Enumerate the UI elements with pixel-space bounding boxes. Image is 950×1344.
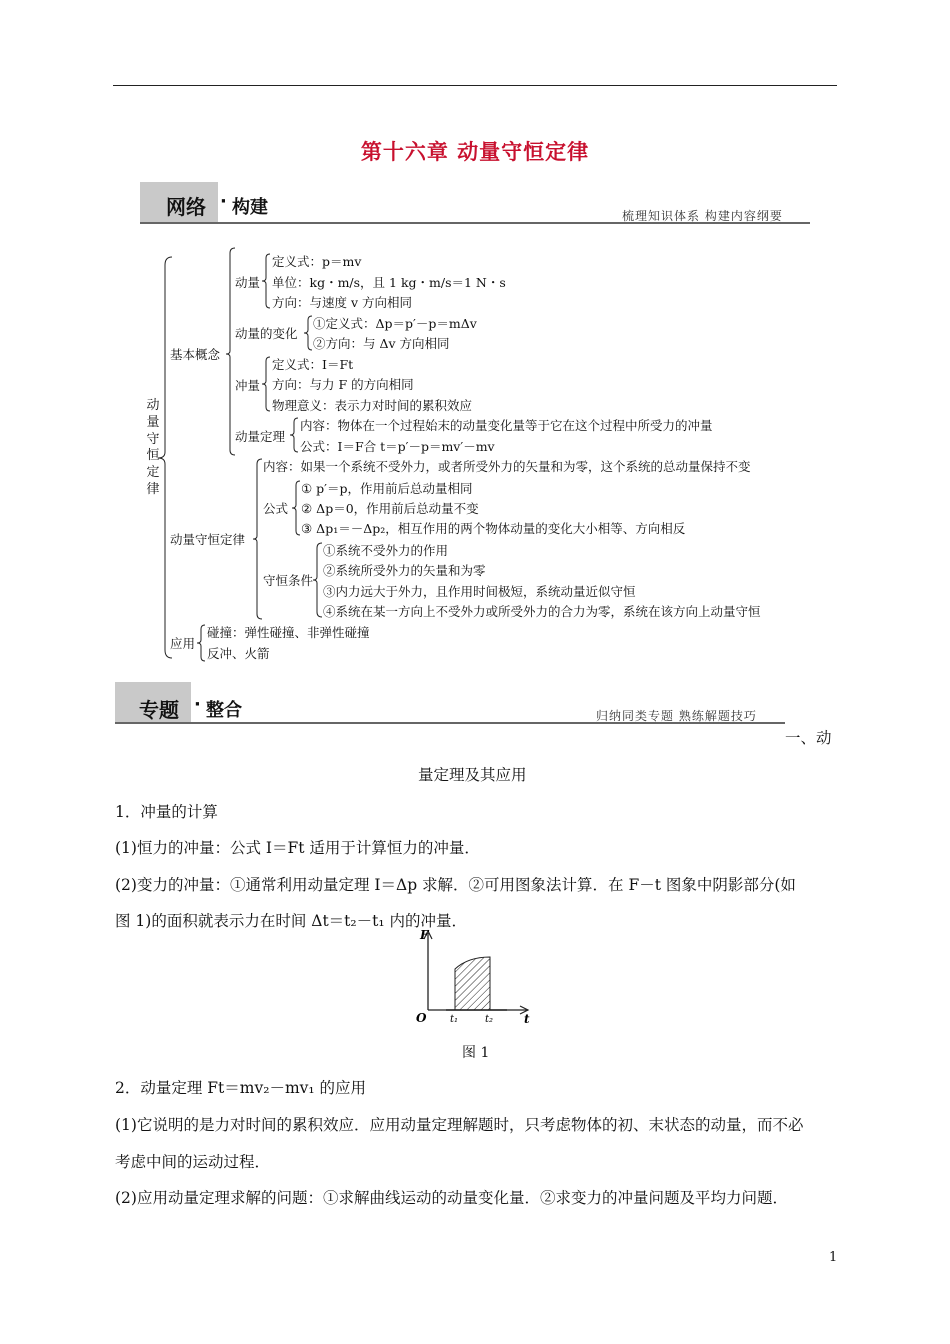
ft-graph [410, 925, 540, 1025]
map-leaf: ① p′＝p，作用前后总动量相同 [301, 481, 473, 496]
map-leaf: ①定义式：Δp＝p′－p＝mΔv [313, 316, 477, 331]
paragraph: 考虑中间的运动过程． [115, 1153, 271, 1171]
section-title-suffix: 整合 [206, 700, 242, 721]
figure-caption: 图 1 [462, 1045, 490, 1061]
x-axis-label: t [524, 1012, 530, 1025]
map-leaf: 公式：I＝F合 t＝p′－p＝mv′－mv [300, 439, 495, 454]
map-leaf: 方向：与速度 v 方向相同 [272, 295, 413, 310]
map-leaf: 碰撞：弹性碰撞、非弹性碰撞 [207, 625, 370, 640]
paragraph: 2．动量定理 Ft＝mv₂－mv₁ 的应用 [115, 1079, 367, 1097]
map-root: 动量守恒定律 [146, 398, 160, 497]
map-leaf: 定义式：p＝mv [272, 254, 362, 269]
map-leaf: 方向：与力 F 的方向相同 [272, 377, 414, 392]
section-subtitle: 梳理知识体系 构建内容纲要 [622, 209, 783, 223]
map-node-theorem: 动量定理 [235, 429, 286, 444]
section-title-suffix: 构建 [232, 197, 268, 218]
map-node-application: 应用 [170, 636, 196, 651]
t2-label: t₂ [485, 1014, 494, 1025]
section-subtitle: 归纳同类专题 熟练解题技巧 [596, 709, 757, 723]
map-leaf: 反冲、火箭 [207, 646, 270, 661]
heading-part: 量定理及其应用 [418, 766, 527, 784]
map-leaf: ②系统所受外力的矢量和为零 [323, 563, 486, 578]
paragraph: (1)恒力的冲量：公式 I＝Ft 适用于计算恒力的冲量． [115, 839, 480, 857]
map-leaf: ④系统在某一方向上不受外力或所受外力的合力为零，系统在该方向上动量守恒 [323, 604, 761, 619]
map-node-law: 动量守恒定律 [170, 532, 246, 547]
section-title: 专题 [139, 698, 179, 722]
heading-part: 一、动 [785, 729, 832, 747]
paragraph: 图 1)的面积就表示力在时间 Δt＝t₂－t₁ 内的冲量． [115, 912, 467, 930]
map-node-conditions: 守恒条件 [263, 573, 314, 588]
y-axis-label: F [420, 928, 429, 942]
map-leaf: ②方向：与 Δv 方向相同 [313, 336, 450, 351]
section-header-network: 网络 · 构建 梳理知识体系 构建内容纲要 [140, 182, 810, 224]
map-leaf: 内容：如果一个系统不受外力，或者所受外力的矢量和为零，这个系统的总动量保持不变 [263, 459, 751, 474]
origin-label: O [416, 1011, 427, 1025]
t1-label: t₁ [450, 1014, 459, 1025]
chapter-title: 第十六章 动量守恒定律 [360, 140, 590, 164]
paragraph: (1)它说明的是力对时间的累积效应．应用动量定理解题时，只考虑物体的初、末状态的动量，而不必 [115, 1116, 804, 1134]
map-node-basic: 基本概念 [170, 347, 221, 362]
paragraph: 1．冲量的计算 [115, 803, 218, 821]
map-leaf: ② Δp＝0，作用前后总动量不变 [301, 501, 479, 516]
paragraph: (2)变力的冲量：①通常利用动量定理 I＝Δp 求解．②可用图象法计算．在 F－t 图象中阴影部分(如 [115, 876, 796, 894]
map-node-momentum: 动量 [235, 275, 261, 290]
map-node-impulse: 冲量 [235, 378, 261, 393]
map-leaf: 物理意义：表示力对时间的累积效应 [272, 398, 473, 413]
map-leaf: ③ Δp₁＝－Δp₂，相互作用的两个物体动量的变化大小相等、方向相反 [301, 521, 686, 536]
map-leaf: ③内力远大于外力，且作用时间极短，系统动量近似守恒 [323, 584, 636, 599]
map-leaf: 内容：物体在一个过程始末的动量变化量等于它在这个过程中所受力的冲量 [300, 418, 713, 433]
section-header-topics: 专题 · 整合 归纳同类专题 熟练解题技巧 [115, 682, 785, 724]
shaded-area [455, 957, 490, 1010]
section-title: 网络 [166, 195, 206, 219]
map-node-formula: 公式 [263, 501, 289, 516]
map-node-change: 动量的变化 [235, 326, 298, 341]
map-leaf: 定义式：I＝Ft [272, 357, 354, 372]
page-number: 1 [829, 1250, 838, 1265]
map-leaf: 单位：kg・m/s，且 1 kg・m/s＝1 N・s [272, 275, 506, 290]
paragraph: (2)应用动量定理求解的问题：①求解曲线运动的动量变化量．②求变力的冲量问题及平均力问题． [115, 1189, 788, 1207]
map-leaf: ①系统不受外力的作用 [323, 543, 449, 558]
